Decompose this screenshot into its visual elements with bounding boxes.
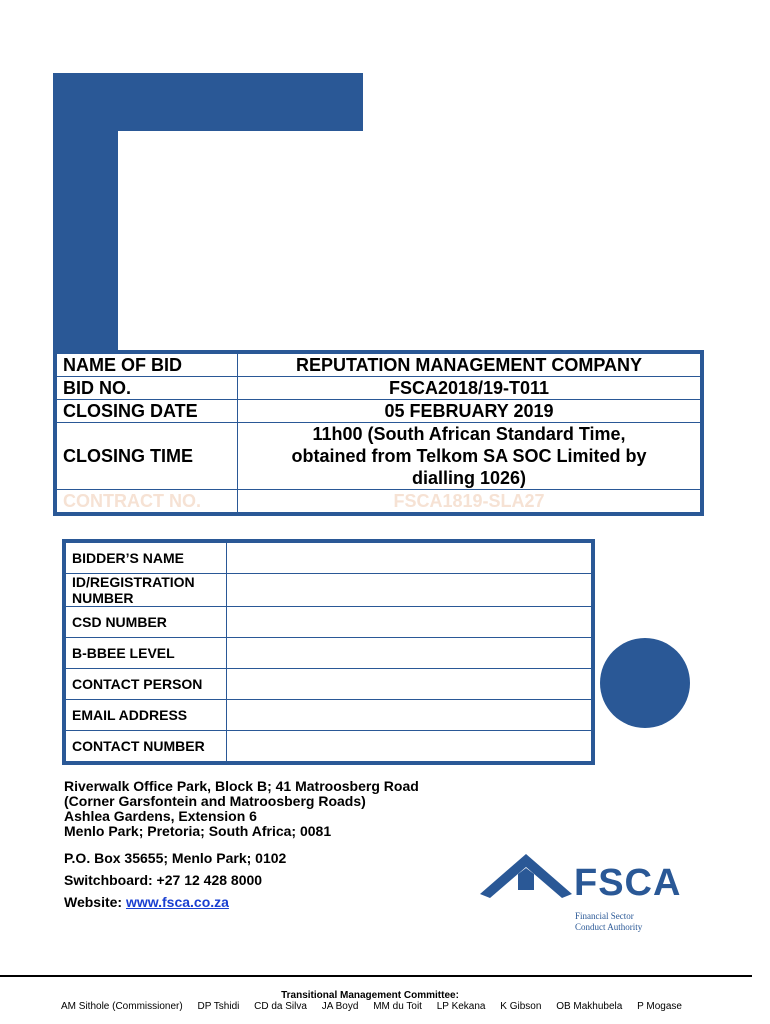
closing-date-value: 05 FEBRUARY 2019 xyxy=(238,400,703,423)
footer-member: P Mogase xyxy=(637,1001,682,1012)
footer-member: LP Kekana xyxy=(436,1001,486,1012)
bidder-row xyxy=(64,731,593,764)
corner-bar-vertical xyxy=(53,73,118,350)
closing-time-line-1: 11h00 (South African Standard Time, xyxy=(312,424,626,444)
bid-name-value: REPUTATION MANAGEMENT COMPANY xyxy=(238,352,703,377)
bid-row-contract xyxy=(55,490,702,515)
contact-number-label: CONTACT NUMBER xyxy=(64,731,227,764)
bid-row-closing-time xyxy=(55,423,702,490)
id-registration-label xyxy=(64,574,227,607)
contract-value: FSCA1819-SLA27 xyxy=(238,490,703,515)
website-label: Website: xyxy=(64,894,126,910)
footer-title: Transitional Management Committee: xyxy=(281,990,459,1001)
footer-member: OB Makhubela xyxy=(556,1001,623,1012)
bid-row-number xyxy=(55,377,702,400)
address-line-2: (Corner Garsfontein and Matroosberg Roads) xyxy=(64,793,366,809)
contract-label: CONTRACT NO. xyxy=(55,490,238,515)
csd-number-field[interactable] xyxy=(227,607,594,638)
bid-no-value: FSCA2018/19-T011 xyxy=(238,377,703,400)
bidder-row xyxy=(64,574,593,607)
bidder-name-field[interactable] xyxy=(227,541,594,574)
closing-time-value xyxy=(238,423,703,490)
closing-time-line-3: dialling 1026) xyxy=(411,468,527,488)
closing-time-line-2: obtained from Telkom SA SOC Limited by xyxy=(291,446,647,466)
fsca-logo-text: FSCA xyxy=(574,862,682,904)
footer-member: AM Sithole (Commissioner) xyxy=(61,1001,183,1012)
fsca-logo-sub-line-2: Conduct Authority xyxy=(575,922,643,932)
contact-person-field[interactable] xyxy=(227,669,594,700)
bbbee-level-label: B-BBEE LEVEL xyxy=(64,638,227,669)
footer-member: MM du Toit xyxy=(373,1001,422,1012)
id-registration-label-line-1: ID/REGISTRATION xyxy=(72,574,195,590)
email-address-label: EMAIL ADDRESS xyxy=(64,700,227,731)
bidder-row xyxy=(64,700,593,731)
bid-row-name xyxy=(55,352,702,377)
fsca-logo-subtitle xyxy=(575,911,642,933)
footer-members xyxy=(61,1001,694,1012)
switchboard: Switchboard: +27 12 428 8000 xyxy=(64,872,263,888)
contact-details xyxy=(64,847,286,913)
contact-number-field[interactable] xyxy=(227,731,594,764)
bidder-row xyxy=(64,669,593,700)
bidder-row xyxy=(64,638,593,669)
website xyxy=(64,891,286,913)
csd-number-label: CSD NUMBER xyxy=(64,607,227,638)
bidder-name-label: BIDDER’S NAME xyxy=(64,541,227,574)
decorative-circle xyxy=(600,638,690,728)
bid-name-label: NAME OF BID xyxy=(55,352,238,377)
id-registration-field[interactable] xyxy=(227,574,594,607)
fsca-logo-sub-line-1: Financial Sector xyxy=(575,911,634,921)
bbbee-level-field[interactable] xyxy=(227,638,594,669)
footer-divider xyxy=(0,975,752,977)
address-line-4: Menlo Park; Pretoria; South Africa; 0081 xyxy=(64,823,332,839)
bidder-details-table xyxy=(62,539,595,765)
closing-time-label: CLOSING TIME xyxy=(55,423,238,490)
bid-info-table xyxy=(53,350,704,516)
contact-person-label: CONTACT PERSON xyxy=(64,669,227,700)
address-line-3: Ashlea Gardens, Extension 6 xyxy=(64,808,257,824)
postal-address xyxy=(64,779,419,839)
footer-member: CD da Silva xyxy=(254,1001,307,1012)
footer-member: JA Boyd xyxy=(321,1001,359,1012)
id-registration-label-line-2: NUMBER xyxy=(72,590,134,606)
po-box: P.O. Box 35655; Menlo Park; 0102 xyxy=(64,850,287,866)
footer-member: DP Tshidi xyxy=(197,1001,240,1012)
bidder-row xyxy=(64,607,593,638)
bidder-row xyxy=(64,541,593,574)
closing-date-label: CLOSING DATE xyxy=(55,400,238,423)
bid-no-label: BID NO. xyxy=(55,377,238,400)
bid-row-closing-date xyxy=(55,400,702,423)
email-address-field[interactable] xyxy=(227,700,594,731)
footer-member: K Gibson xyxy=(500,1001,542,1012)
website-link[interactable]: www.fsca.co.za xyxy=(125,894,229,910)
address-line-1: Riverwalk Office Park, Block B; 41 Matroosberg Road xyxy=(64,778,419,794)
